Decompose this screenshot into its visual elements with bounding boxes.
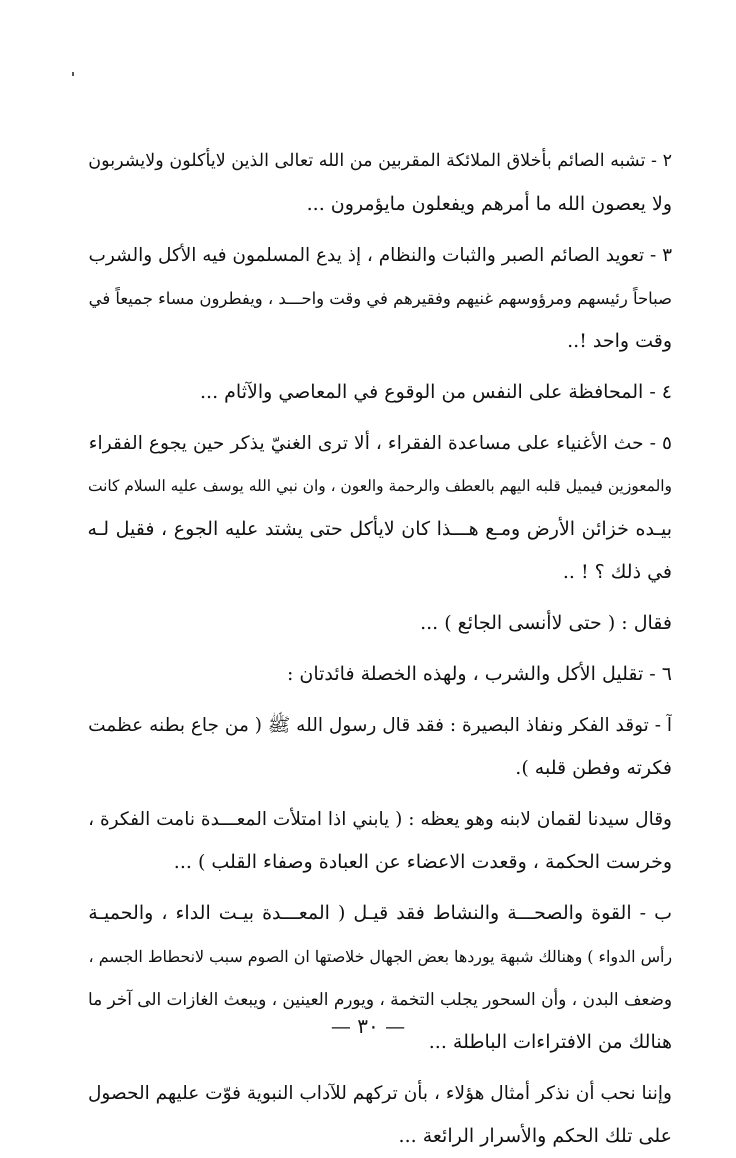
paragraph-gap xyxy=(88,696,672,704)
text-line: ٤ - المحافظة على النفس من الوقوع في المعاصي والآثام ... xyxy=(200,381,672,403)
text-line: رأس الدواء ) وهنالك شبهة يوردها بعض الجهال خلاصتها ان الصوم سبب لانحطاط الجسم ، xyxy=(88,947,672,966)
page-number: — ٣٠ — xyxy=(330,1014,406,1038)
paragraph-p8 xyxy=(88,798,672,884)
paragraph-p6 xyxy=(88,653,672,696)
text-line: وقت واحد !.. xyxy=(567,330,672,352)
page-body xyxy=(88,140,672,1158)
paragraph-p3 xyxy=(88,371,672,414)
text-line: ب - القوة والصحـــة والنشاط فقد قيـل ( المعـــدة بيـت الداء ، والحميـة xyxy=(88,902,672,924)
paragraph-p1 xyxy=(88,140,672,226)
text-line: وخرست الحكمة ، وقعدت الاعضاء عن العبادة وصفاء القلب ) ... xyxy=(173,851,672,873)
text-line: ٦ - تقليل الأكل والشرب ، ولهذه الخصلة فائدتان : xyxy=(286,663,672,685)
text-line: وقال سيدنا لقمان لابنه وهو يعظه : ( يابني اذا امتلأت المعـــدة نامت الفكرة ، xyxy=(88,809,672,830)
text-line: صباحاً رئيسهم ومرؤوسهم غنيهم وفقيرهم في وقت واحـــد ، ويفطرون مساء جميعاً في xyxy=(88,289,672,308)
text-line: ولا يعصون الله ما أمرهم ويفعلون مايؤمرون ... xyxy=(306,193,672,215)
paragraph-p9 xyxy=(88,892,672,1064)
text-line: فقال : ( حتى لاأنسى الجائع ) ... xyxy=(420,612,672,634)
paragraph-gap xyxy=(88,645,672,653)
text-line: وضعف البدن ، وأن السحور يجلب التخمة ، ويورم العينين ، ويبعث الغازات الى آخر ما xyxy=(88,989,672,1009)
paragraph-gap xyxy=(88,1064,672,1072)
paragraph-p7 xyxy=(88,704,672,790)
paragraph-gap xyxy=(88,414,672,422)
text-line: ٣ - تعويد الصائم الصبر والثبات والنظام ، إذ يدع المسلمون فيه الأكل والشرب xyxy=(88,245,672,266)
text-line: ٢ - تشبه الصائم بأخلاق الملائكة المقربين من الله تعالى الذين لايأكلون ولايشربون xyxy=(88,151,672,171)
text-line: ٥ - حث الأغنياء على مساعدة الفقراء ، ألا ترى الغنيّ يذكر حين يجوع الفقراء xyxy=(88,433,672,454)
text-line: فكرته وفطن قلبه ). xyxy=(515,757,672,779)
paragraph-gap xyxy=(88,363,672,371)
text-line: والمعوزين فيميل قلبه اليهم بالعطف والرحمة والعون ، وان نبي الله يوسف عليه السلام كانت xyxy=(88,477,672,495)
text-line: وإننا نحب أن نذكر أمثال هؤلاء ، بأن تركهم للآداب النبوية فوّت عليهم الحصول xyxy=(88,1083,672,1104)
text-line: آ - توقد الفكر ونفاذ البصيرة : فقد قال رسول الله ﷺ ( من جاع بطنه عظمت xyxy=(88,715,672,736)
paragraph-p2 xyxy=(88,234,672,363)
paragraph-gap xyxy=(88,594,672,602)
paragraph-gap xyxy=(88,226,672,234)
paragraph-gap xyxy=(88,790,672,798)
text-line: بيـده خزائن الأرض ومـع هـــذا كان لايأكل حتى يشتد عليه الجوع ، فقيل لـه xyxy=(88,518,672,540)
text-line: في ذلك ؟ ! .. xyxy=(562,561,672,583)
scan-speck xyxy=(72,72,74,76)
paragraph-p5 xyxy=(88,602,672,645)
paragraph-p10 xyxy=(88,1072,672,1158)
text-line: هنالك من الافتراءات الباطلة ... xyxy=(428,1031,672,1053)
paragraph-p4 xyxy=(88,422,672,594)
paragraph-gap xyxy=(88,884,672,892)
text-line: على تلك الحكم والأسرار الرائعة ... xyxy=(398,1125,672,1147)
